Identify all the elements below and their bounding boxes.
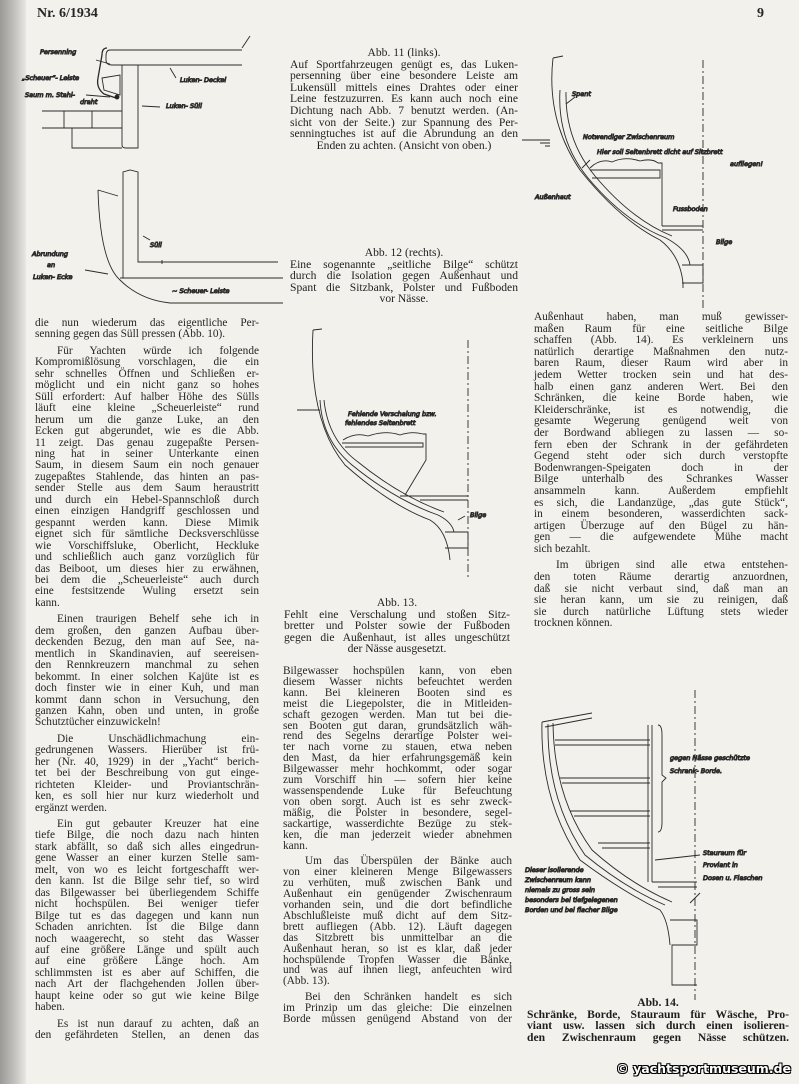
text-line: den gefährdeten Stellen, an denen das <box>35 1029 259 1042</box>
paragraph <box>35 318 259 341</box>
label-bilge-13: Bilge <box>470 511 487 519</box>
text-line: meist die Liegepolster, die in Mitleiden- <box>283 697 512 710</box>
text-line: kommt dann schon in Versuchung, den <box>35 693 259 706</box>
caption-line: persenning über eine besondere Leiste am <box>290 69 518 83</box>
text-line: es sich, die Landanzüge, „das gute Stück“, <box>534 496 788 509</box>
text-line: sender Stelle aus dem Saum heraustritt <box>35 482 259 495</box>
text-line: richteten Kleider- und Proviantschrän- <box>35 778 259 791</box>
label-bilge: Bilge <box>716 238 733 246</box>
label-isolierend-2: Zwischenraum kann <box>525 876 591 884</box>
text-line: Abschlußleiste muß dicht auf dem Sitz- <box>283 909 512 922</box>
label-fussboden: Fussboden <box>673 205 708 213</box>
caption-line: Auf Sportfahrzeugen genügt es, das Luken- <box>290 57 518 71</box>
text-line: haupt keine oder so gut wie keine Bilge <box>35 989 259 1002</box>
label-isolierend-5: Borden und bei flacher Bilge <box>525 906 618 914</box>
text-line: fern eben der Schrank in der gefährdeten <box>534 438 788 451</box>
text-line: halb einen ganz anderen Wert. Bei den <box>534 380 788 393</box>
text-line: her (Nr. 40, 1929) in der „Yacht“ berich- <box>35 755 259 768</box>
caption-line: Lukensüll mittels eines Drahtes oder einer <box>290 80 518 94</box>
caption-line: viant usw. lassen sich durch einen isolieren- <box>527 1019 789 1033</box>
text-line: und durch ein Hebel-Spannschloß durch <box>35 493 259 506</box>
label-isolierend-3: niemals zu gross sein <box>525 886 596 894</box>
caption-line: Schränke, Borde, Stauraum für Wäsche, Pro- <box>527 1007 789 1021</box>
figure-12-caption <box>290 247 518 305</box>
text-line: eine festsitzende Wuling ersetzt sein <box>35 585 259 598</box>
label-isolierend-4: besonders bei tiefgelegenen <box>525 896 618 904</box>
text-line: läuft eine kleine „Scheuerleiste“ rund <box>35 402 259 415</box>
label-lukendeckel: Luken- Deckel <box>180 76 227 84</box>
text-line: Außenhaut heran, so ist es klar, daß jeder <box>283 942 512 955</box>
text-line: Schaden anrichten. Ist die Bilge dann <box>35 921 259 934</box>
text-line: sie heran kann, um sie zu reinigen, daß <box>534 594 788 607</box>
text-line: Außenhaut haben, man muß gewisser- <box>534 311 788 323</box>
text-line: daß sie nicht verbaut sind, daß man an <box>534 582 788 595</box>
text-line: kann. <box>35 596 60 609</box>
text-column-2 <box>283 666 512 1030</box>
figure-side-bilge-drawing <box>522 56 703 310</box>
caption-line: Eine sogenannte „seitliche Bilge“ schützt <box>290 257 518 271</box>
caption-line: Spant die Sitzbank, Polster und Fußboden <box>290 280 518 294</box>
label-aussenhaut: Außenhaut <box>535 193 571 201</box>
figure-14-drawing <box>542 690 700 1000</box>
label-aufliegen: aufliegen! <box>730 160 763 168</box>
figure-12-drawing <box>85 170 283 303</box>
figure-12-labels <box>31 241 230 295</box>
text-line: auf eine größere Länge hoch. Am <box>35 955 259 968</box>
text-line: sie durch natürliche Lüftung stets wieder <box>534 605 788 618</box>
text-line: im Prinzip um das gleiche: Die einzelnen <box>283 1002 512 1015</box>
caption-line: bretter und Polster sowie der Fußboden <box>284 619 510 633</box>
text-line: 11 zeigt. Das genau zugepaßte Persen- <box>35 436 259 449</box>
text-line: in einem besonderen, wasserdichten sack- <box>534 508 788 521</box>
caption-title: Abb. 12 (rechts). <box>364 246 444 259</box>
text-line: nach Art der flachgehenden Jollen über- <box>35 978 259 991</box>
paragraph <box>35 614 259 729</box>
text-line: vorhanden sein, und die dort befindliche <box>283 899 512 912</box>
text-line: mentlich in Skandinavien, auf seereisen- <box>35 647 259 660</box>
text-column-3 <box>534 312 788 635</box>
text-line: tet bei der Beschreibung von gut einge- <box>35 767 259 780</box>
text-line: den Rennkreuzern manchmal zu sehen <box>35 659 259 672</box>
text-line: Einen traurigen Behelf sehe ich in <box>57 613 259 626</box>
text-line: hochspülende Tropfen Wasser die Bänke, <box>283 953 512 966</box>
text-line: wassenspendende Luke für Befeuchtung <box>283 784 512 797</box>
text-line: den Mast, da hier erfahrungsgemäß kein <box>283 752 512 765</box>
text-line: haben. <box>35 1001 65 1014</box>
text-line: einen einzigen Handgriff geschlossen und <box>35 505 259 518</box>
text-line: schaffen (Abb. 14). Es verkleinern uns <box>534 334 788 347</box>
text-line: gene Wasser an einer kurzen Stelle sam- <box>35 852 259 865</box>
label-schrankborde: Schrank- Borde. <box>670 767 723 775</box>
paragraph <box>35 819 259 1014</box>
figure-14-caption <box>527 997 789 1043</box>
text-line: ansammeln kann. Außerdem empfiehlt <box>534 484 788 497</box>
text-line: eignet sich für sämtliche Decksverschlüsse <box>35 528 259 541</box>
caption-line: Fehlt eine Verschalung und stoßen Sitz- <box>284 607 510 621</box>
text-line: Im übrigen sind alle etwa entstehen- <box>556 559 788 572</box>
text-line: von einer kleineren Menge Bilgewassers <box>283 866 512 879</box>
label-an: an <box>47 261 56 269</box>
caption-title: Abb. 11 (links). <box>367 46 441 59</box>
text-line: Ein gut gebauter Kreuzer hat eine <box>57 818 259 831</box>
text-line: Süll erfordert: Auf halber Höhe des Sülls <box>35 390 259 403</box>
label-scheuerleiste-2: ~ Scheuer- Leiste <box>172 287 230 295</box>
text-line: gesamte Wegerung genügend weit von <box>534 415 788 428</box>
label-spant: Spant <box>572 90 591 98</box>
label-zwischenraum: Notwendiger Zwischenraum <box>583 133 675 141</box>
text-line: bekommt. In einer solchen Kajüte ist es <box>35 670 259 683</box>
label-lukensuell: Luken- Süll <box>166 102 202 110</box>
text-line: maßen Raum für eine seitliche Bilge <box>534 322 788 335</box>
text-line: zum Vorschiff hin — sofern hier keine <box>283 774 512 787</box>
label-saum: Saum m. Stahl- <box>25 91 76 99</box>
text-line: Außenhaut ein genügender Zwischenraum <box>283 888 512 901</box>
paragraph <box>283 856 512 987</box>
text-line: kann. <box>283 839 308 852</box>
text-line: ken, die man jederzeit wieder abnehmen <box>283 828 512 841</box>
text-line: Um das Überspülen der Bänke auch <box>305 855 512 868</box>
text-line: möglicht und ein nicht ganz so hohes <box>35 379 259 392</box>
text-line: diesem Wasser nichts befeuchtet werden <box>283 675 512 688</box>
label-seitenbrett: Hier soll Seitenbrett dicht auf Sitzbrett <box>597 148 723 156</box>
caption-line: der Nässe ausgesetzt. <box>347 642 447 656</box>
text-line: trocknen können. <box>534 617 613 630</box>
text-line: Ecken gut abgerundet, wie es die Abb. <box>35 425 259 438</box>
text-line: Kleiderschränke, ist es notwendig, die <box>534 403 788 416</box>
paragraph <box>35 1019 259 1042</box>
text-line: den kann. Ist die Bilge sehr tief, so wird <box>35 875 259 888</box>
label-lukenecke: Luken- Ecke <box>33 273 73 281</box>
label-dosen: Dosen u. Flaschen <box>703 874 763 882</box>
paragraph <box>283 666 512 851</box>
label-geschuetzte: gegen Nässe geschützte <box>670 754 750 762</box>
text-line: Borde müssen genügend Abstand von der <box>283 1013 512 1026</box>
text-line: die nun wiederum das eigentliche Per- <box>35 317 259 329</box>
figure-13-labels <box>345 410 486 519</box>
page-number: 9 <box>757 6 764 21</box>
caption-title: Abb. 13. <box>376 596 418 609</box>
paragraph <box>534 312 788 555</box>
text-line: gespannt werden kann. Diese Mimik <box>35 516 259 529</box>
text-line: das Sitzbrett bis unmittelbar an die <box>283 931 512 944</box>
text-line: den toten Räume derartig anzuordnen, <box>534 571 788 584</box>
text-line: natürlich derartige Maßnahmen den nutz- <box>534 345 788 358</box>
label-stauraum: Stauraum für <box>703 849 747 857</box>
text-line: schaft gezogen werden. Man tut bei die- <box>283 708 512 721</box>
text-line: sehr schnelles Öffnen und Schließen er- <box>35 367 259 380</box>
text-line: Für Yachten würde ich folgende <box>57 344 259 357</box>
text-line: nicht hochspülen. Bei weniger tiefer <box>35 898 259 911</box>
paragraph <box>283 992 512 1025</box>
text-line: baren Raum, dieser Raum wird aber in <box>534 357 788 370</box>
text-line: deckenden Bezug, den man auf See, na- <box>35 636 259 649</box>
text-line: zugepaßtes Stahlende, das hinten an pas- <box>35 470 259 483</box>
caption-line: Dichtung nach Abb. 7 benutzt werden. (An- <box>290 103 518 117</box>
text-line: Bilgewasser hochspülen kann, von eben <box>283 665 512 677</box>
caption-line: Leine festzuzurren. Es kann auch noch eine <box>290 92 518 106</box>
text-line: mäßig, die Polster in besondere, segel- <box>283 806 512 819</box>
text-line: ergänzt werden. <box>35 801 107 814</box>
figure-13-drawing <box>297 329 468 580</box>
caption-line: Enden zu achten. (Ansicht von oben.) <box>316 138 492 152</box>
figure-13-caption <box>284 597 510 655</box>
text-line: brett aufliegen (Abb. 12). Läuft dagegen <box>283 920 512 933</box>
text-line: bei dem die „Scheuerleiste“ auch durch <box>35 573 259 586</box>
text-line: und was auf ihnen liegt, anfeuchten wird <box>283 964 512 977</box>
label-isolierend-1: Dieser isolierende <box>525 866 584 874</box>
text-line: ganzen Kahn, oben und unten, in große <box>35 704 259 717</box>
caption-line: sicht von der Seite.) zur Spannung des Per- <box>290 115 518 129</box>
paragraph <box>35 734 259 814</box>
text-line: rend des Segelns derartige Polster wei- <box>283 730 512 743</box>
label-stahldraht: draht <box>80 98 98 106</box>
text-line: sackartige, wasserdichte Bezüge zu stek- <box>283 817 512 830</box>
label-scheuerleiste: „Scheuer“- Leiste <box>22 74 80 82</box>
label-fehlendes-seitenbrett: fehlendes Seitenbrett <box>345 419 416 427</box>
text-line: ter nach vorne zu stauen, etwa neben <box>283 741 512 754</box>
text-line: Es ist nun darauf zu achten, daß an <box>57 1017 259 1030</box>
text-line: Bodenwrangen-Speigaten doch in der <box>534 461 788 474</box>
text-line: herum um die ganze Luke, an den <box>35 413 259 426</box>
paragraph <box>35 346 259 609</box>
text-line: Bilge tut es das dagegen und kann nun <box>35 909 259 922</box>
text-line: ning hat in seiner Unterkante einen <box>35 447 259 460</box>
caption-line: gegen die Außenhaut, ist alles ungeschützt <box>284 630 510 644</box>
label-fehlende-verschalung: Fehlende Verschalung bzw. <box>348 410 437 418</box>
text-line: gedrungenen Wassers. Hierüber ist frü- <box>35 744 259 757</box>
text-line: auf eine größere Länge und spült auch <box>35 944 259 957</box>
figure-side-bilge-labels <box>534 90 763 246</box>
caption-line: durch die Isolation gegen Außenhaut und <box>290 269 518 283</box>
text-line: Saum, in diesem Saum ein noch genauer <box>35 459 259 472</box>
text-line: schlimmsten ist es aber auf Schiffen, die <box>35 966 259 979</box>
text-line: Die Unschädlichmachung ein- <box>57 732 259 745</box>
text-line: zu verhüten, muß zwischen Bank und <box>283 877 512 890</box>
label-suell: Süll <box>150 241 162 249</box>
text-line: Bilge unterhalb des Schrankes Wasser <box>534 473 788 486</box>
text-line: kann. Bei kleineren Booten sind es <box>283 686 512 699</box>
text-line: ken, es soll hier nur kurz wiederholt und <box>35 790 259 803</box>
watermark: © yachtsportmuseum.de <box>616 1061 791 1076</box>
text-line: Schränken, die keine Borde haben, wie <box>534 392 788 405</box>
caption-title: Abb. 14. <box>637 996 679 1009</box>
text-line: Kompromißlösung vorschlagen, die ein <box>35 356 259 369</box>
caption-line: vor Nässe. <box>379 292 429 306</box>
text-line: doch finster wie in einer Kuh, und man <box>35 682 259 695</box>
text-line: (Abb. 13). <box>283 975 330 988</box>
text-line: stark abfällt, so daß sich alles eingedrun- <box>35 840 259 853</box>
label-proviant: Proviant in <box>703 861 738 869</box>
text-line: Bilgewasser mehr hochkommt, oder sogar <box>283 763 512 776</box>
text-line: Bei den Schränken handelt es sich <box>305 991 512 1004</box>
label-persenning: Persenning <box>40 48 77 56</box>
paragraph <box>534 560 788 630</box>
text-line: sen Booten gut daran, grundsätzlich wäh- <box>283 719 512 732</box>
text-line: und schließlich auch ganz vorzüglich für <box>35 551 259 564</box>
figure-11-caption <box>290 47 518 151</box>
text-line: wie Vorschiffsluke, Oberlicht, Heckluke <box>35 539 259 552</box>
text-line: der Bordwand abliegen zu lassen — so- <box>534 426 788 439</box>
text-line: das Beiboot, um dieses hier zu erwähnen, <box>35 562 259 575</box>
figure-11-labels <box>22 48 226 110</box>
text-line: jedem Wetter trocken sein und hat des- <box>534 368 788 381</box>
text-line: senning gegen das Süll pressen (Abb. 10). <box>35 328 226 341</box>
label-abrundung: Abrundung <box>32 250 68 258</box>
text-column-1 <box>35 318 259 1047</box>
text-line: von oben sorgt. Auch ist es sehr zweck- <box>283 795 512 808</box>
text-line: dem großen, den ganzen Aufbau über- <box>35 624 259 637</box>
text-line: das Bilgewasser bei überliegendem Schiffe <box>35 886 259 899</box>
text-line: noch waagerecht, so steht das Wasser <box>35 932 259 945</box>
text-line: Gegend steht oder sich durch verstopfte <box>534 450 788 463</box>
text-line: artigen Überzuge auf den Bügel zu hän- <box>534 519 788 532</box>
caption-line: senningtuches ist auf die Abrundung an den <box>290 127 518 141</box>
issue-number: Nr. 6/1934 <box>37 6 98 21</box>
text-line: melt, von wo es leicht fortgeschafft wer- <box>35 863 259 876</box>
caption-line: den Zwischenraum gegen Nässe schützen. <box>527 1030 789 1044</box>
text-line: sich bezahlt. <box>534 542 591 555</box>
text-line: gen — die aufgewendete Mühe macht <box>534 531 788 544</box>
text-line: Schutztücher einzuwickeln! <box>35 716 161 729</box>
text-line: tiefe Bilge, die noch dazu nach hinten <box>35 829 259 842</box>
